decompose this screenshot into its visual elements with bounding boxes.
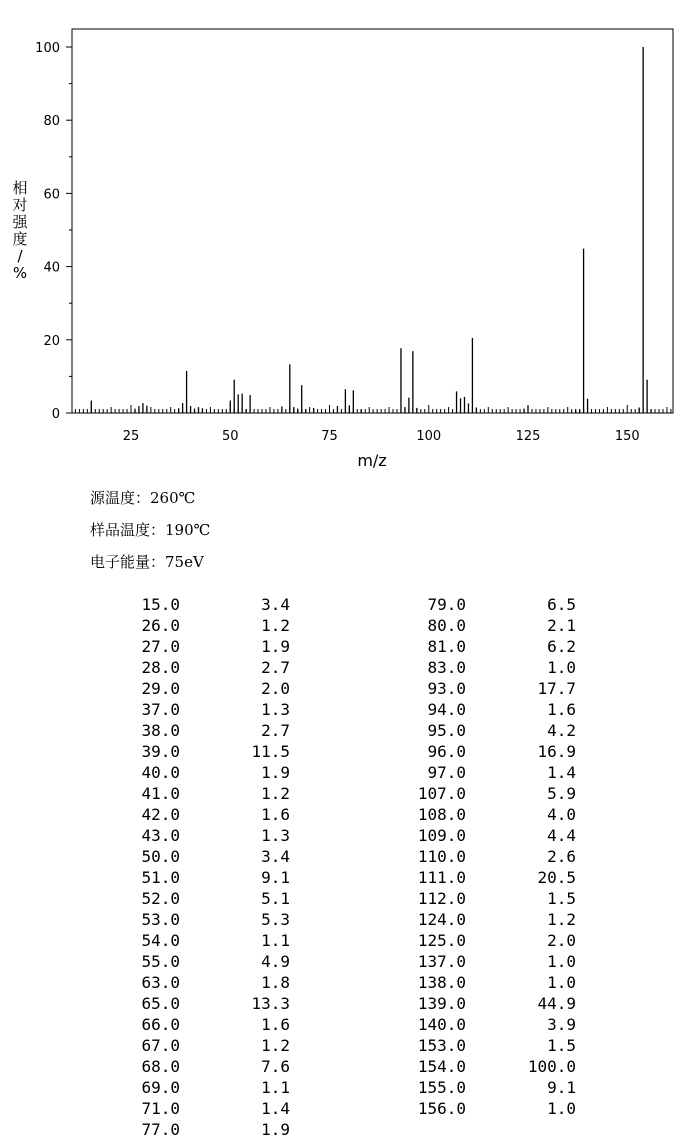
peak-row <box>378 804 576 825</box>
peak-row <box>100 699 290 720</box>
peak-mz: 28.0 <box>141 658 180 677</box>
peak-mz: 112.0 <box>417 889 466 908</box>
peak-abundance: 2.7 <box>261 658 290 677</box>
peak-mz: 27.0 <box>141 637 180 656</box>
x-tick-label: 50 <box>221 429 239 444</box>
peak-mz: 42.0 <box>141 805 180 824</box>
peak-mz: 54.0 <box>141 931 180 950</box>
x-axis-ticks <box>123 429 640 444</box>
peak-row <box>100 762 290 783</box>
peak-abundance: 2.7 <box>261 721 290 740</box>
peak-row <box>378 909 576 930</box>
peak-row <box>100 888 290 909</box>
y-label-char: 度 <box>12 230 28 248</box>
peak-row <box>378 615 576 636</box>
x-tick-label: 75 <box>321 429 338 444</box>
peak-mz: 96.0 <box>427 742 466 761</box>
spectrum-peaks <box>91 47 651 413</box>
peak-mz: 156.0 <box>417 1099 466 1118</box>
peak-mz: 68.0 <box>141 1057 180 1076</box>
peak-abundance: 4.2 <box>547 721 576 740</box>
y-tick-label: 60 <box>43 187 60 203</box>
peak-mz: 41.0 <box>141 784 180 803</box>
peak-row <box>100 951 290 972</box>
peak-abundance: 9.1 <box>547 1078 576 1097</box>
y-axis-ticks <box>35 41 72 422</box>
peak-mz: 97.0 <box>427 763 466 782</box>
y-tick-label: 40 <box>43 260 60 276</box>
peak-abundance: 1.4 <box>547 763 576 782</box>
peak-abundance: 3.4 <box>261 847 290 866</box>
peak-row <box>100 741 290 762</box>
peak-mz: 109.0 <box>417 826 466 845</box>
peak-abundance: 16.9 <box>537 742 576 761</box>
peak-row <box>100 720 290 741</box>
peak-mz: 40.0 <box>141 763 180 782</box>
peak-abundance: 13.3 <box>251 994 290 1013</box>
peak-row <box>378 699 576 720</box>
peak-mz: 50.0 <box>141 847 180 866</box>
peak-row <box>378 636 576 657</box>
peak-row <box>100 930 290 951</box>
peak-row <box>378 951 576 972</box>
peak-mz: 29.0 <box>141 679 180 698</box>
peak-row <box>100 783 290 804</box>
peak-abundance: 5.9 <box>547 784 576 803</box>
peak-mz: 140.0 <box>417 1015 466 1034</box>
peak-mz: 69.0 <box>141 1078 180 1097</box>
peak-mz: 67.0 <box>141 1036 180 1055</box>
peak-abundance: 4.4 <box>547 826 576 845</box>
peak-row <box>378 888 576 909</box>
peak-mz: 55.0 <box>141 952 180 971</box>
peak-mz: 110.0 <box>417 847 466 866</box>
y-tick-label: 80 <box>43 114 60 130</box>
peak-row <box>378 1014 576 1035</box>
peak-row <box>378 657 576 678</box>
peak-mz: 66.0 <box>141 1015 180 1034</box>
peak-abundance: 1.2 <box>547 910 576 929</box>
mass-spectrum-chart <box>0 0 696 480</box>
peak-row <box>100 1077 290 1098</box>
peak-mz: 53.0 <box>141 910 180 929</box>
peak-mz: 154.0 <box>417 1057 466 1076</box>
peak-row <box>100 825 290 846</box>
peak-abundance: 9.1 <box>261 868 290 887</box>
peak-mz: 81.0 <box>427 637 466 656</box>
peak-row <box>100 1119 290 1140</box>
peak-mz: 77.0 <box>141 1120 180 1139</box>
peak-mz: 94.0 <box>427 700 466 719</box>
peak-abundance: 4.9 <box>261 952 290 971</box>
peak-mz: 39.0 <box>141 742 180 761</box>
peak-row <box>100 972 290 993</box>
x-minor-ticks <box>75 405 671 413</box>
peak-row <box>378 1056 576 1077</box>
peak-abundance: 1.8 <box>261 973 290 992</box>
y-label-char: 相 <box>12 179 28 197</box>
peak-row <box>378 846 576 867</box>
peak-abundance: 1.3 <box>261 700 290 719</box>
peak-abundance: 6.2 <box>547 637 576 656</box>
peak-abundance: 4.0 <box>547 805 576 824</box>
peak-mz: 107.0 <box>417 784 466 803</box>
y-tick-label: 0 <box>51 407 60 422</box>
peak-row <box>378 594 576 615</box>
peak-abundance: 1.6 <box>547 700 576 719</box>
y-tick-label: 20 <box>43 333 60 349</box>
peak-abundance: 1.0 <box>547 658 576 677</box>
y-label-char: 强 <box>12 213 28 231</box>
peak-abundance: 1.2 <box>261 1036 290 1055</box>
x-tick-label: 125 <box>515 429 541 444</box>
peak-mz: 124.0 <box>417 910 466 929</box>
peak-mz: 80.0 <box>427 616 466 635</box>
peak-row <box>100 1035 290 1056</box>
x-tick-label: 25 <box>122 429 140 444</box>
peak-mz: 108.0 <box>417 805 466 824</box>
peak-abundance: 11.5 <box>251 742 290 761</box>
peak-row <box>100 1056 290 1077</box>
y-label-char: % <box>12 264 28 282</box>
peak-abundance: 44.9 <box>537 994 576 1013</box>
peak-abundance: 2.0 <box>547 931 576 950</box>
peak-mz: 63.0 <box>141 973 180 992</box>
peak-row <box>100 993 290 1014</box>
peak-row <box>100 1098 290 1119</box>
peak-row <box>378 993 576 1014</box>
peak-mz: 38.0 <box>141 721 180 740</box>
peak-row <box>378 1077 576 1098</box>
peak-abundance: 3.4 <box>261 595 290 614</box>
peak-row <box>378 741 576 762</box>
peak-abundance: 1.2 <box>261 784 290 803</box>
peak-abundance: 2.1 <box>547 616 576 635</box>
peak-row <box>378 972 576 993</box>
x-tick-label: 100 <box>416 429 442 444</box>
peak-abundance: 1.4 <box>261 1099 290 1118</box>
x-axis-label: m/z <box>357 451 387 470</box>
y-tick-label: 100 <box>35 41 60 56</box>
peak-abundance: 1.6 <box>261 805 290 824</box>
peak-row <box>378 930 576 951</box>
peak-row <box>378 762 576 783</box>
y-label-char: / <box>17 247 23 265</box>
peak-mz: 95.0 <box>427 721 466 740</box>
peak-abundance: 2.6 <box>547 847 576 866</box>
peak-abundance: 1.5 <box>547 889 576 908</box>
peak-row <box>100 867 290 888</box>
y-label-char: 对 <box>12 196 28 214</box>
peak-row <box>100 594 290 615</box>
peak-abundance: 5.1 <box>261 889 290 908</box>
peak-mz: 139.0 <box>417 994 466 1013</box>
peak-row <box>100 678 290 699</box>
peak-row <box>100 804 290 825</box>
sample-temperature: 样品温度：190℃ <box>90 521 211 539</box>
peak-abundance: 1.9 <box>261 637 290 656</box>
peak-table-right <box>378 594 576 1119</box>
peak-mz: 125.0 <box>417 931 466 950</box>
peak-mz: 71.0 <box>141 1099 180 1118</box>
peak-row <box>100 909 290 930</box>
peak-abundance: 1.6 <box>261 1015 290 1034</box>
peak-abundance: 1.0 <box>547 1099 576 1118</box>
peak-mz: 153.0 <box>417 1036 466 1055</box>
peak-abundance: 1.1 <box>261 1078 290 1097</box>
peak-row <box>378 678 576 699</box>
peak-abundance: 1.5 <box>547 1036 576 1055</box>
peak-row <box>378 1035 576 1056</box>
peak-row <box>378 720 576 741</box>
peak-abundance: 2.0 <box>261 679 290 698</box>
peak-mz: 138.0 <box>417 973 466 992</box>
peak-mz: 26.0 <box>141 616 180 635</box>
peak-abundance: 20.5 <box>537 868 576 887</box>
peak-mz: 79.0 <box>427 595 466 614</box>
electron-energy: 电子能量：75eV <box>90 553 204 571</box>
peak-abundance: 6.5 <box>547 595 576 614</box>
peak-abundance: 7.6 <box>261 1057 290 1076</box>
peak-mz: 65.0 <box>141 994 180 1013</box>
peak-abundance: 1.3 <box>261 826 290 845</box>
peak-abundance: 5.3 <box>261 910 290 929</box>
peak-abundance: 1.0 <box>547 952 576 971</box>
peak-row <box>100 615 290 636</box>
peak-row <box>378 783 576 804</box>
peak-row <box>378 867 576 888</box>
peak-row <box>100 1014 290 1035</box>
peak-mz: 111.0 <box>417 868 466 887</box>
peak-mz: 93.0 <box>427 679 466 698</box>
peak-mz: 83.0 <box>427 658 466 677</box>
peak-row <box>378 1098 576 1119</box>
peak-row <box>378 825 576 846</box>
x-tick-label: 150 <box>614 429 640 444</box>
peak-row <box>100 636 290 657</box>
peak-abundance: 3.9 <box>547 1015 576 1034</box>
peak-mz: 37.0 <box>141 700 180 719</box>
experiment-conditions <box>90 484 210 580</box>
peak-abundance: 1.0 <box>547 973 576 992</box>
peak-abundance: 1.9 <box>261 1120 290 1139</box>
peak-table-left <box>100 594 290 1140</box>
peak-mz: 137.0 <box>417 952 466 971</box>
peak-mz: 51.0 <box>141 868 180 887</box>
peak-mz: 43.0 <box>141 826 180 845</box>
source-temperature: 源温度：260℃ <box>90 489 196 507</box>
peak-mz: 155.0 <box>417 1078 466 1097</box>
peak-row <box>100 657 290 678</box>
peak-mz: 15.0 <box>141 595 180 614</box>
peak-row <box>100 846 290 867</box>
peak-abundance: 100.0 <box>527 1057 576 1076</box>
peak-abundance: 17.7 <box>537 679 576 698</box>
peak-mz: 52.0 <box>141 889 180 908</box>
peak-abundance: 1.2 <box>261 616 290 635</box>
peak-abundance: 1.9 <box>261 763 290 782</box>
y-axis-label <box>12 179 28 282</box>
plot-frame <box>72 29 673 413</box>
peak-abundance: 1.1 <box>261 931 290 950</box>
